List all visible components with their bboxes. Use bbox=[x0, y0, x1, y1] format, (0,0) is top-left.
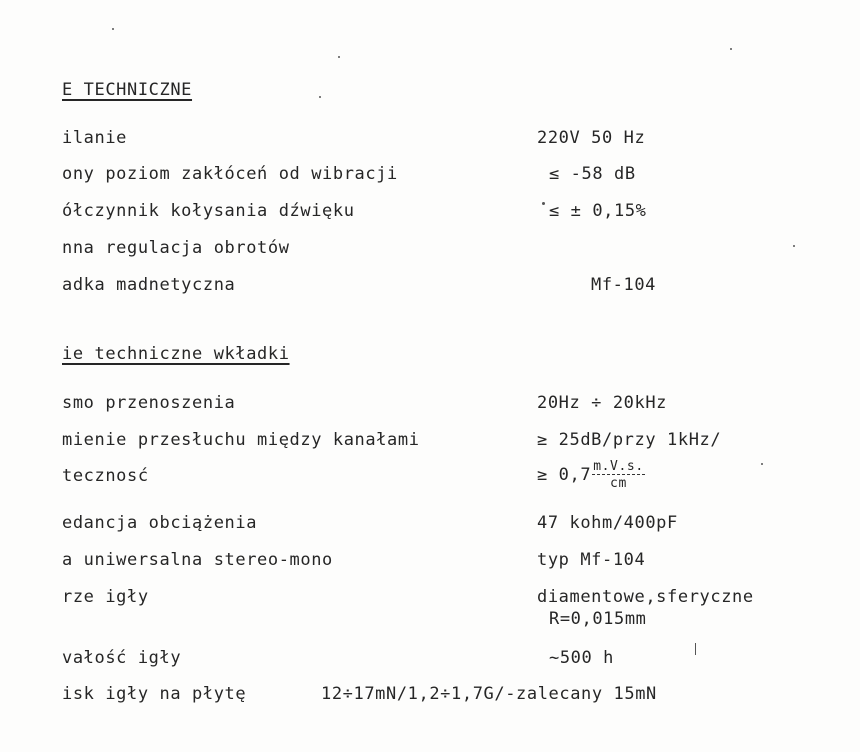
spec-label-load-impedance: edancja obciążenia bbox=[62, 513, 258, 533]
spec-value-universal-cartridge: typ Mf-104 bbox=[537, 550, 646, 570]
section-1-heading: E TECHNICZNE bbox=[62, 80, 193, 100]
spec-value-sensitivity bbox=[537, 460, 645, 490]
spec-label-frequency-response: smo przenoszenia bbox=[62, 393, 236, 413]
spec-value-tracking-force: 12÷17mN/1,2÷1,7G/-zalecany 15mN bbox=[321, 684, 657, 704]
spec-label-vibration-noise: ony poziom zakłóceń od wibracji bbox=[62, 164, 398, 184]
spec-value-power: 220V 50 Hz bbox=[537, 128, 646, 148]
scan-mark bbox=[695, 643, 696, 655]
spec-label-tracking-force: isk igły na płytę bbox=[62, 684, 247, 704]
spec-value-frequency-response: 20Hz ÷ 20kHz bbox=[537, 393, 668, 413]
spec-value-load-impedance: 47 kohm/400pF bbox=[537, 513, 678, 533]
sensitivity-unit-numerator: m.V.s. bbox=[593, 459, 644, 474]
spec-label-wow-flutter: ółczynnik kołysania dźwięku bbox=[62, 201, 355, 221]
spec-label-channel-separation: mienie przesłuchu między kanałami bbox=[62, 430, 420, 450]
spec-value-cartridge: Mf-104 bbox=[591, 275, 657, 295]
sensitivity-unit-denominator: cm bbox=[610, 476, 627, 491]
scan-speck bbox=[542, 202, 545, 205]
section-2-heading: ie techniczne wkładki bbox=[62, 344, 290, 364]
spec-value-stylus-tip: diamentowe,sferyczne bbox=[537, 587, 754, 607]
spec-value-stylus-life: ~500 h bbox=[549, 648, 615, 668]
spec-label-sensitivity: tecznosć bbox=[62, 466, 149, 486]
spec-label-cartridge: adka madnetyczna bbox=[62, 275, 236, 295]
sensitivity-prefix: ≥ 0,7 bbox=[537, 464, 592, 485]
spec-label-power: ilanie bbox=[62, 128, 128, 148]
scan-speck bbox=[761, 463, 763, 465]
spec-label-stylus-tip: rze igły bbox=[62, 587, 149, 607]
spec-label-speed-regulation: nna regulacja obrotów bbox=[62, 238, 290, 258]
scan-speck bbox=[338, 56, 340, 58]
scan-speck bbox=[793, 245, 795, 247]
spec-value-wow-flutter: ≤ ± 0,15% bbox=[549, 201, 647, 221]
scan-speck bbox=[319, 96, 321, 98]
sensitivity-unit-fraction bbox=[592, 460, 645, 490]
spec-value-stylus-radius: R=0,015mm bbox=[549, 609, 647, 629]
spec-label-universal-cartridge: a uniwersalna stereo-mono bbox=[62, 550, 333, 570]
spec-value-channel-separation: ≥ 25dB/przy 1kHz/ bbox=[537, 430, 722, 450]
scan-speck bbox=[112, 28, 114, 30]
spec-label-stylus-life: vałość igły bbox=[62, 648, 182, 668]
spec-value-vibration-noise: ≤ -58 dB bbox=[549, 164, 636, 184]
scan-speck bbox=[730, 48, 732, 50]
